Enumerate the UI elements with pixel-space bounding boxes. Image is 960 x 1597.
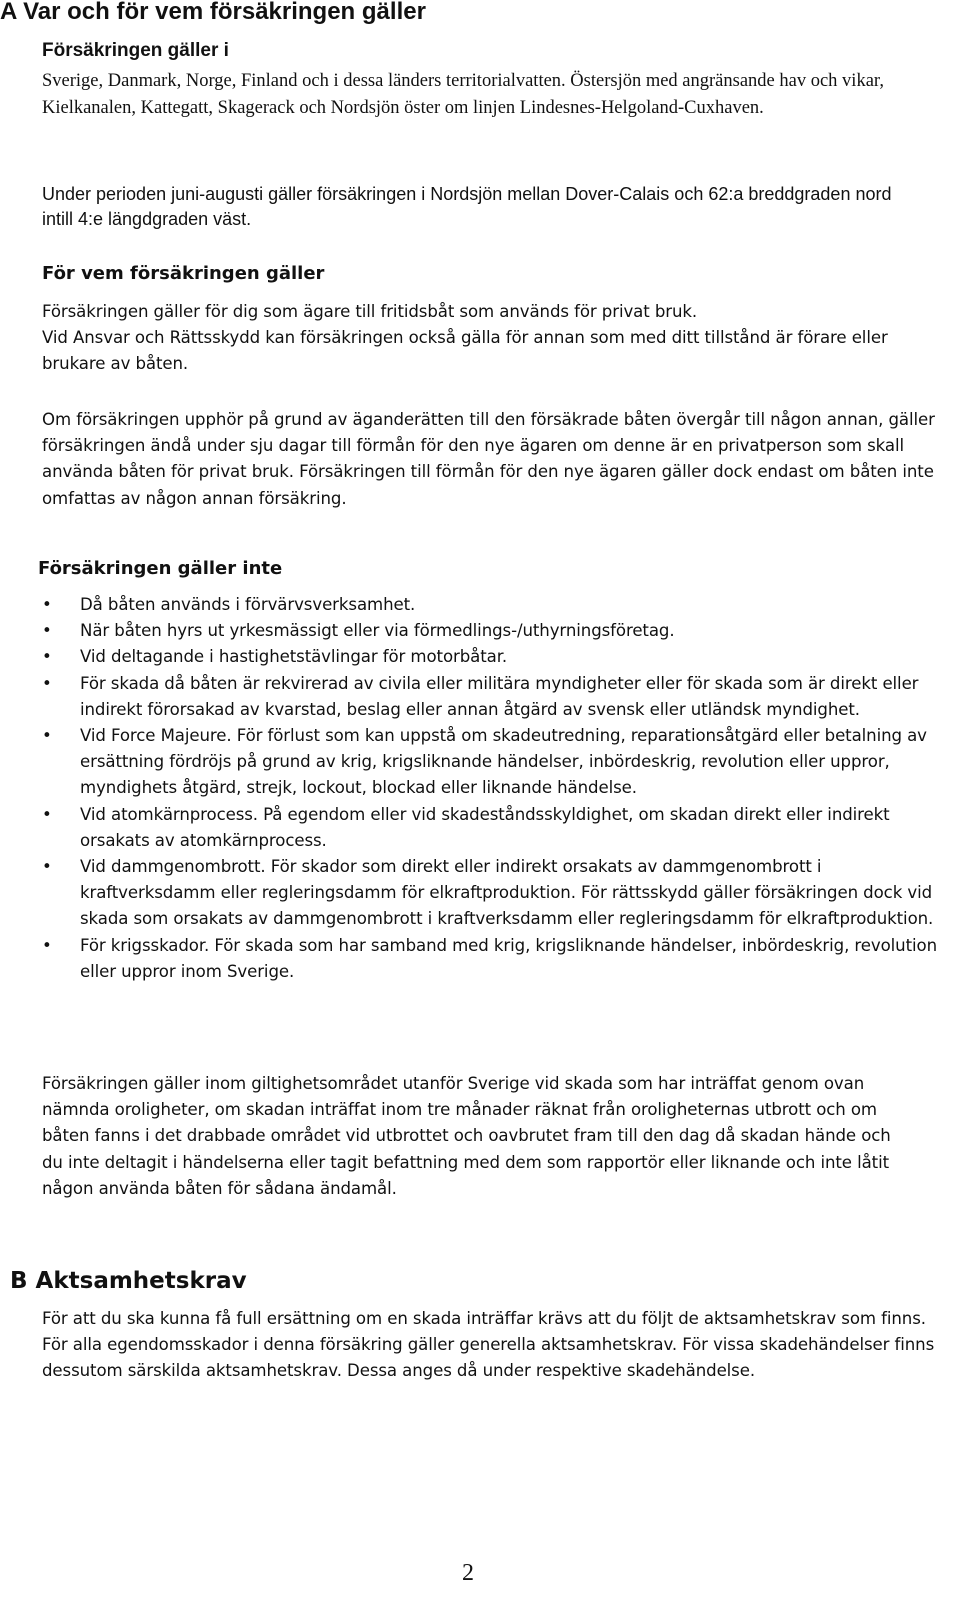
list-item: • För krigsskador. För skada som har samband med krig, krigsliknande händelser, inbördeskrig, revolution eller uppror inom Sverige. (42, 933, 942, 985)
bullet-icon: • (42, 595, 52, 614)
for-whom-heading: För vem försäkringen gäller (42, 263, 325, 284)
not-covered-heading: Försäkringen gäller inte (38, 558, 283, 579)
for-whom-paragraph-2: Vid Ansvar och Rättsskydd kan försäkringen också gälla för annan som med ditt tillstånd är förare eller brukare av båten. (42, 328, 888, 374)
page-number: 2 (462, 1560, 474, 1586)
for-whom-paragraph-1: Försäkringen gäller för dig som ägare till fritidsbåt som används för privat bruk. (42, 302, 698, 321)
list-item: • Då båten används i förvärvsverksamhet. (42, 592, 942, 618)
list-item: • Vid Force Majeure. För förlust som kan uppstå om skadeutredning, reparationsåtgärd eller betalning av ersättning fördröjs på grund av krig, krigsliknande händelser, inbördeskrig, revolution eller uppror, myndighets åtgärd, strejk, lockout, blockad eller liknande händelse. (42, 723, 942, 802)
section-b-title: B Aktsamhetskrav (10, 1268, 247, 1294)
summer-coverage-text: Under perioden juni-augusti gäller försäkringen i Nordsjön mellan Dover-Calais och 62:a breddgraden nord intill 4:e längdgraden väst. (42, 184, 892, 229)
bullet-icon: • (42, 621, 52, 641)
bullet-icon: • (42, 726, 52, 746)
abroad-coverage-text: Försäkringen gäller inom giltighetsområdet utanför Sverige vid skada som har inträffat genom ovan nämnda oroligheter, om skadan inträffat inom tre månader räknat från oroligheternas utbrott och om båten fanns i det drabbade området vid utbrottet och oavbrutet fram till den dag då skadan hände och du inte deltagit i händelserna eller tagit befattning med dem som rapportör eller liknande och inte låtit någon använda båten för sådana ändamål. (42, 1074, 891, 1198)
bullet-icon: • (42, 673, 52, 693)
bullet-icon: • (42, 804, 52, 824)
section-b-text: För att du ska kunna få full ersättning om en skada inträffar krävs att du följt de aktsamhetskrav som finns. För alla egendomsskador i denna försäkring gäller generella aktsamhetskrav. För vissa skadehändelser finns dessutom särskilda aktsamhetskrav. Dessa anges då under respektive skadehändelse. (42, 1309, 935, 1381)
list-item: • Vid dammgenombrott. För skador som direkt eller indirekt orsakats av dammgenombrott i kraftverksdamm eller regleringsdamm för elkraftproduktion. För rättsskydd gäller försäkringen dock vid skada som orsakats av dammgenombrott i kraftverksdamm eller regleringsdamm för elkraftproduktion. (42, 854, 942, 933)
bullet-icon: • (42, 935, 52, 955)
list-item: • Vid atomkärnprocess. På egendom eller vid skadeståndsskyldighet, om skadan direkt eller indirekt orsakats av atomkärnprocess. (42, 802, 942, 854)
section-a-title: A Var och för vem försäkringen gäller (0, 0, 426, 25)
list-item: • Vid deltagande i hastighetstävlingar för motorbåtar. (42, 644, 942, 670)
scope-text: Sverige, Danmark, Norge, Finland och i dessa länders territorialvatten. Östersjön med angränsande hav och vikar, Kielkanalen, Kattegatt, Skagerack och Nordsjön öster om linjen Lindesnes-Helgoland-Cuxhaven. (42, 71, 884, 118)
for-whom-paragraph-3: Om försäkringen upphör på grund av äganderätten till den försäkrade båten övergår till någon annan, gäller försäkringen ändå under sju dagar till förmån för den nye ägaren om denne är en privatperson som skall använda båten för privat bruk. Försäkringen till förmån för den nye ägaren gäller dock endast om båten inte omfattas av någon annan försäkring. (42, 410, 935, 508)
scope-heading: Försäkringen gäller i (42, 40, 229, 61)
bullet-icon: • (42, 647, 52, 667)
list-item: • När båten hyrs ut yrkesmässigt eller via förmedlings-/uthyrningsföretag. (42, 618, 942, 644)
bullet-icon: • (42, 857, 52, 877)
not-covered-list (42, 592, 942, 985)
list-item: • För skada då båten är rekvirerad av civila eller militära myndigheter eller för skada som är direkt eller indirekt förorsakad av kvarstad, beslag eller annan åtgärd av svensk eller utländsk myndighet. (42, 671, 942, 723)
